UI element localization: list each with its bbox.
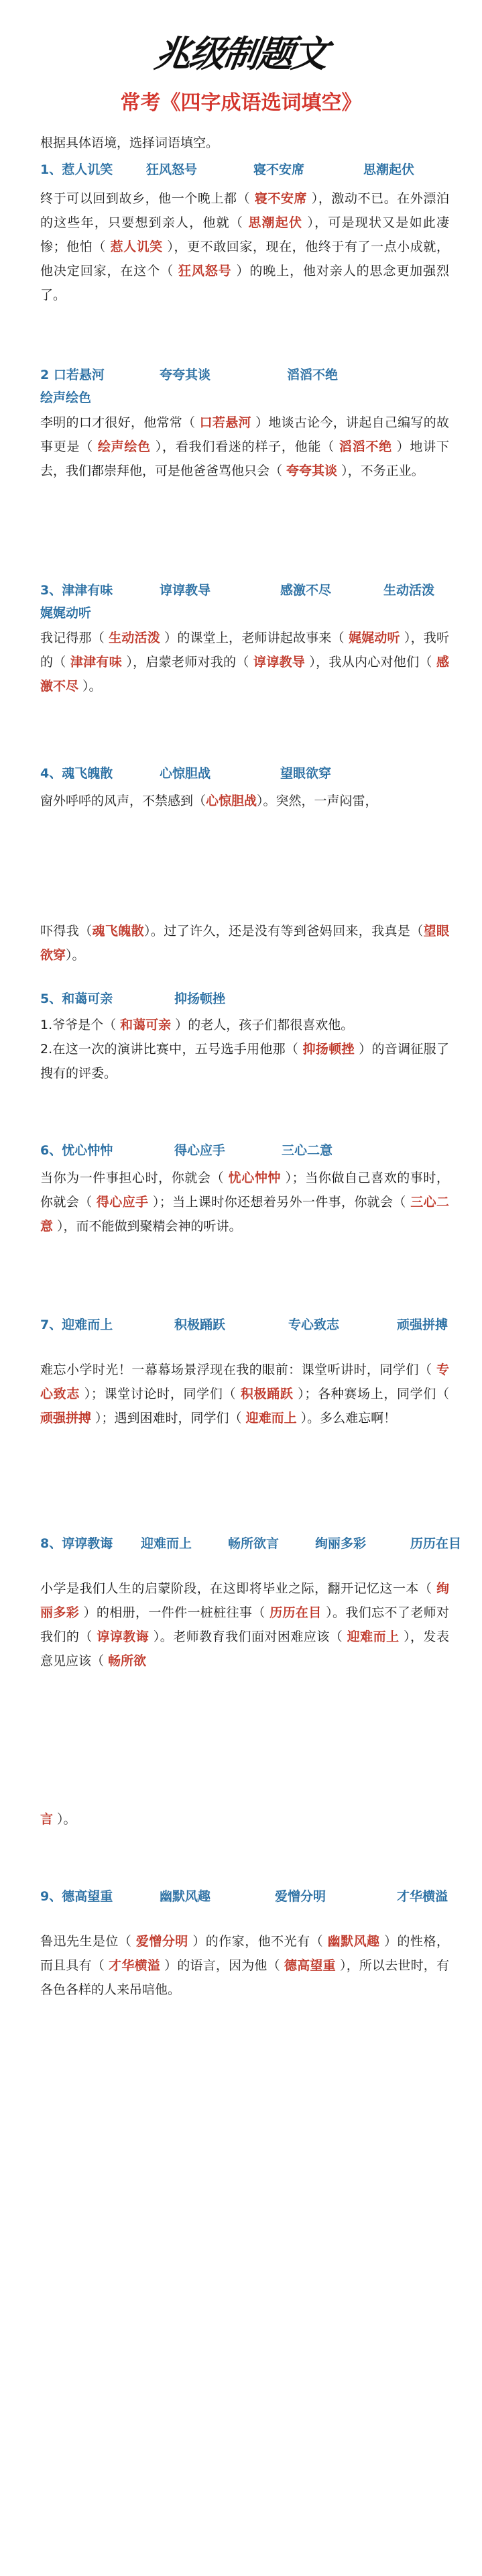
passage-text: ）。过了许久，还是没有等到爸妈回来，我真是（	[143, 924, 424, 938]
answer-word: 迎难而上	[245, 1411, 297, 1426]
passage-text: ），启蒙老师对我的（	[122, 655, 253, 669]
passage-text: 鲁迅先生是位（	[40, 1934, 136, 1949]
word-option: 9、德高望重	[40, 1889, 113, 1904]
passage-text: ）；遇到困难时，同学们（	[91, 1411, 246, 1426]
passage-text: ）。	[78, 679, 102, 694]
answer-word: 积极踊跃	[240, 1387, 294, 1401]
word-option: 5、和蔼可亲	[40, 991, 113, 1006]
answer-word: 才华横溢	[109, 1958, 160, 1973]
word-option: 历历在目	[410, 1536, 462, 1551]
passage	[40, 1166, 449, 1238]
passage-text: 我记得那（	[40, 631, 109, 645]
passage-text: ），我从内心对他们（	[305, 655, 436, 669]
section-8	[40, 1534, 462, 1673]
answer-word: 津津有味	[70, 655, 122, 669]
passage-text: ）的相册，一件件一桩桩往事（	[79, 1605, 270, 1620]
passage-text: ）。老师教育我们面对困难应该（	[149, 1629, 347, 1644]
word-option: 畅所欲言	[228, 1536, 280, 1551]
answer-word: 三心二意	[40, 1195, 449, 1234]
section-1	[40, 160, 449, 307]
passage-text: ）地谈古论今，讲起自己编写的故事更是（	[40, 415, 449, 454]
answer-word: 得心应手	[96, 1195, 149, 1210]
section-5	[40, 989, 449, 1085]
passage-text: ）的语言，因为他（	[160, 1958, 285, 1973]
passage	[40, 626, 449, 698]
word-bank	[40, 1886, 449, 1909]
section-9	[40, 1886, 449, 2002]
instruction: 根据具体语境，选择词语填空。	[40, 136, 219, 150]
word-bank	[40, 763, 449, 786]
word-option: 8、谆谆教诲	[40, 1536, 113, 1551]
section-6	[40, 1140, 449, 1238]
word-option: 幽默风趣	[160, 1889, 211, 1904]
passage-text: ）。突然，一声闷雷，	[257, 794, 378, 808]
word-option: 抑扬顿挫	[174, 991, 226, 1006]
passage-text: 终于可以回到故乡，他一个晚上都（	[40, 191, 255, 206]
passage-text: 窗外呼呼的风声，不禁感到（	[40, 794, 206, 808]
passage-text: ）的性格，而且具有（	[40, 1934, 449, 1973]
logo: 兆级制题文	[152, 33, 329, 75]
answer-word: 忧心忡忡	[228, 1171, 281, 1185]
passage-text: ）；各种赛场上，同学们（	[293, 1387, 449, 1401]
passage-text: ）；当你做自己喜欢的事时，你就会（	[40, 1171, 449, 1210]
word-option: 望眼欲穿	[280, 766, 332, 781]
answer-word: 和蔼可亲	[120, 1018, 172, 1032]
passage	[40, 1576, 449, 1673]
word-bank	[40, 989, 449, 1012]
section-4-continued	[40, 919, 449, 967]
passage-text: ），可是现状又是如此凄惨；他怕（	[40, 215, 449, 254]
answer-word: 谆谆教诲	[97, 1629, 149, 1644]
section-8-continued	[40, 1807, 449, 1831]
word-option: 感激不尽	[280, 583, 332, 598]
passage-text: ），我听的（	[40, 631, 449, 669]
word-bank	[40, 388, 449, 408]
word-option: 6、忧心忡忡	[40, 1143, 113, 1158]
word-bank	[40, 1534, 462, 1556]
passage-text: ）的作家，他不光有（	[188, 1934, 328, 1949]
word-option: 寝不安席	[253, 162, 305, 177]
answer-word: 寝不安席	[254, 191, 308, 206]
word-bank	[40, 603, 449, 623]
word-option: 谆谆教导	[160, 583, 211, 598]
answer-word: 谆谆教导	[253, 655, 306, 669]
passage-text: 李明的口才很好，他常常（	[40, 415, 200, 430]
answer-word: 历历在目	[269, 1605, 322, 1620]
passage	[40, 411, 449, 483]
passage-text: 小学是我们人生的启蒙阶段，在这即将毕业之际，翻开记忆这一本（	[40, 1581, 436, 1596]
passage-text: ）的课堂上，老师讲起故事来（	[160, 631, 349, 645]
word-bank	[40, 580, 449, 603]
answer-word: 绚丽多彩	[40, 1581, 449, 1620]
answer-word: 绘声绘色	[97, 439, 151, 454]
passage-text: ），不务正业。	[337, 464, 424, 478]
section-7	[40, 1315, 449, 1430]
word-bank	[40, 1140, 449, 1163]
passage-text: ），所以去世时，有各色各样的人来吊唁他。	[40, 1958, 449, 1997]
passage-text: ）的老人，孩子们都很喜欢他。	[171, 1018, 354, 1032]
passage	[40, 1929, 449, 2002]
passage-text: ）的音调征服了搜有的评委。	[40, 1042, 449, 1081]
passage	[40, 789, 449, 813]
answer-word: 生动活泼	[109, 631, 160, 645]
answer-word: 顽强拼搏	[40, 1411, 92, 1426]
section-3	[40, 580, 449, 698]
passage-text: 2.在这一次的演讲比赛中，五号选手用他那（	[40, 1042, 303, 1057]
answer-word: 娓娓动听	[348, 631, 400, 645]
word-option: 娓娓动听	[40, 606, 92, 621]
word-option: 三心二意	[282, 1143, 333, 1158]
answer-word: 幽默风趣	[327, 1934, 380, 1949]
passage-text: ）地讲下去，我们都崇拜他，可是他爸爸骂他只会（	[40, 439, 449, 478]
word-bank	[40, 365, 449, 388]
answer-word: 滔滔不绝	[339, 439, 392, 454]
answer-word: 言	[40, 1812, 54, 1827]
answer-word: 爱憎分明	[135, 1934, 188, 1949]
word-option: 得心应手	[174, 1143, 226, 1158]
passage-text: 当你为一件事担心时，你就会（	[40, 1171, 229, 1185]
word-option: 1、惹人讥笑	[40, 162, 113, 177]
answer-word: 畅所欲	[108, 1654, 147, 1668]
word-option: 迎难而上	[141, 1536, 192, 1551]
word-option: 3、津津有味	[40, 583, 113, 598]
answer-word: 思潮起伏	[248, 215, 303, 230]
word-option: 才华横溢	[397, 1889, 448, 1904]
word-bank	[40, 160, 449, 182]
word-option: 绚丽多彩	[315, 1536, 367, 1551]
answer-word: 抑扬顿挫	[302, 1042, 355, 1057]
word-option: 2 口若悬河	[40, 368, 105, 382]
passage-text: ）；当上课时你还想着另外一件事，你就会（	[148, 1195, 411, 1210]
answer-word: 夸夸其谈	[286, 464, 338, 478]
word-option: 滔滔不绝	[287, 368, 339, 382]
section-2	[40, 365, 449, 483]
passage-text: 吓得我（	[40, 924, 93, 938]
answer-word: 狂风怒号	[178, 264, 232, 278]
passage-text: ），看我们看迷的样子，他能（	[150, 439, 339, 454]
page-title: 常考《四字成语选词填空》	[120, 91, 362, 115]
answer-word: 口若悬河	[199, 415, 251, 430]
word-option: 积极踊跃	[174, 1318, 226, 1332]
word-option: 生动活泼	[383, 583, 435, 598]
passage-text: ）。	[53, 1812, 76, 1827]
passage	[40, 1358, 449, 1430]
passage-text: ），更不敢回家，现在，他终于有了一点小成就，他决定回家，在这个（	[40, 239, 449, 278]
word-option: 7、迎难而上	[40, 1318, 113, 1332]
word-option: 顽强拼搏	[397, 1318, 448, 1332]
passage-text: ）。我们忘不了老师对我们的（	[40, 1605, 449, 1644]
passage-text: 难忘小学时光！一幕幕场景浮现在我的眼前：课堂听讲时，同学们（	[40, 1362, 436, 1377]
passage	[40, 186, 449, 307]
passage-text: ），而不能做到聚精会神的听讲。	[53, 1219, 242, 1234]
passage-text: ）；课堂讨论时，同学们（	[80, 1387, 241, 1401]
word-option: 狂风怒号	[146, 162, 198, 177]
word-option: 4、魂飞魄散	[40, 766, 113, 781]
word-option: 思潮起伏	[363, 162, 415, 177]
passage	[40, 919, 449, 967]
answer-word: 专心致志	[40, 1362, 449, 1401]
passage-text: ）。多么难忘啊！	[296, 1411, 397, 1426]
answer-word: 德高望重	[284, 1958, 336, 1973]
passage	[40, 1807, 449, 1831]
passage-text: ）的晚上，他对亲人的思念更加强烈了。	[40, 264, 449, 303]
passage-text: 1.爷爷是个（	[40, 1018, 121, 1032]
section-4	[40, 763, 449, 813]
passage	[40, 1013, 449, 1085]
word-option: 爱憎分明	[275, 1889, 326, 1904]
word-option: 心惊胆战	[160, 766, 211, 781]
answer-word: 感激不尽	[40, 655, 449, 694]
word-option: 绘声绘色	[40, 390, 92, 405]
passage-text: ）。	[66, 948, 85, 963]
answer-word: 魂飞魄散	[92, 924, 144, 938]
answer-word: 望眼欲穿	[40, 924, 449, 963]
word-option: 夸夸其谈	[160, 368, 211, 382]
answer-word: 迎难而上	[347, 1629, 400, 1644]
answer-word: 心惊胆战	[206, 794, 257, 808]
word-bank	[40, 1315, 449, 1338]
passage-text: ），激动不已。在外漂泊的这些年，只要想到亲人，他就（	[40, 191, 449, 230]
answer-word: 惹人讥笑	[110, 239, 163, 254]
passage-text: ），发表意见应该（	[40, 1629, 449, 1668]
word-option: 专心致志	[288, 1318, 340, 1332]
